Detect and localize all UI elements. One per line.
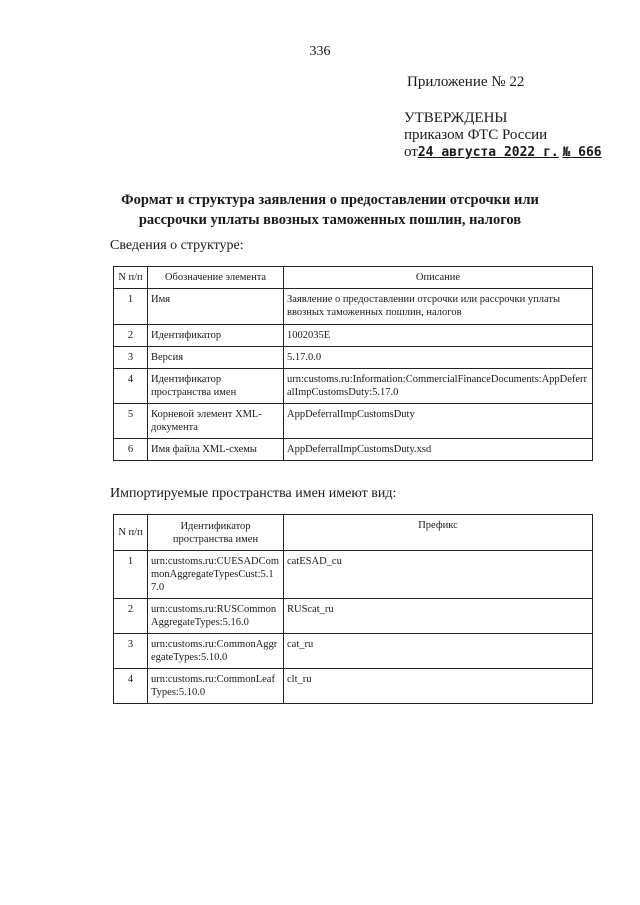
row-description: 5.17.0.0 [284, 347, 593, 369]
structure-table [113, 266, 593, 461]
handwritten-date: 24 августа 2022 г. [417, 145, 559, 160]
row-num: 5 [114, 404, 148, 439]
table-row [114, 634, 593, 669]
row-prefix: cat_ru [284, 634, 593, 669]
row-num: 3 [114, 347, 148, 369]
table-row [114, 369, 593, 404]
approved-by-order: приказом ФТС России [404, 127, 548, 143]
row-num: 2 [114, 325, 148, 347]
row-num: 3 [114, 634, 148, 669]
header-namespace: Идентификатор пространства имен [148, 515, 284, 551]
table-row [114, 551, 593, 599]
row-description: AppDeferralImpCustomsDuty.xsd [284, 439, 593, 461]
row-element: Идентификатор пространства имен [148, 369, 284, 404]
appendix-label: Приложение № 22 [407, 74, 525, 90]
header-num: N п/п [114, 515, 148, 551]
row-namespace: urn:customs.ru:CommonAggregateTypes:5.10.0 [148, 634, 284, 669]
table-header-row [114, 515, 593, 551]
row-element: Имя файла XML-схемы [148, 439, 284, 461]
row-num: 2 [114, 599, 148, 634]
handwritten-order-number: № 666 [562, 145, 602, 160]
row-description: urn:customs.ru:Information:CommercialFinanceDocuments:AppDeferralImpCustomsDuty:5.17.0 [284, 369, 593, 404]
row-prefix: clt_ru [284, 669, 593, 704]
row-num: 1 [114, 289, 148, 325]
row-element: Корневой элемент XML-документа [148, 404, 284, 439]
row-element: Имя [148, 289, 284, 325]
approved-heading: УТВЕРЖДЕНЫ [404, 110, 508, 126]
row-num: 4 [114, 369, 148, 404]
table-row [114, 599, 593, 634]
table-row [114, 439, 593, 461]
row-element: Версия [148, 347, 284, 369]
approval-block [404, 110, 602, 161]
table-row [114, 325, 593, 347]
row-description: AppDeferralImpCustomsDuty [284, 404, 593, 439]
header-description: Описание [284, 267, 593, 289]
table-row [114, 289, 593, 325]
header-prefix: Префикс [284, 515, 593, 551]
row-num: 6 [114, 439, 148, 461]
row-num: 1 [114, 551, 148, 599]
structure-section-label: Сведения о структуре: [110, 238, 244, 253]
row-namespace: urn:customs.ru:CommonLeafTypes:5.10.0 [148, 669, 284, 704]
row-description: 1002035E [284, 325, 593, 347]
table-row [114, 347, 593, 369]
document-title: Формат и структура заявления о предоставлении отсрочки или рассрочки уплаты ввозных таможенных пошлин, налогов [121, 192, 539, 228]
table-row [114, 404, 593, 439]
namespaces-table [113, 514, 593, 704]
table-header-row [114, 267, 593, 289]
row-prefix: RUScat_ru [284, 599, 593, 634]
page-number: 336 [309, 44, 331, 59]
namespaces-section-label: Импортируемые пространства имен имеют вид: [110, 486, 397, 501]
header-num: N п/п [114, 267, 148, 289]
row-num: 4 [114, 669, 148, 704]
header-element: Обозначение элемента [148, 267, 284, 289]
date-prefix: от [404, 144, 418, 160]
approved-date-line [404, 144, 602, 161]
row-description: Заявление о предоставлении отсрочки или рассрочки уплаты ввозных таможенных пошлин, налогов [284, 289, 593, 325]
table-row [114, 669, 593, 704]
row-prefix: catESAD_cu [284, 551, 593, 599]
row-namespace: urn:customs.ru:RUSCommonAggregateTypes:5.16.0 [148, 599, 284, 634]
row-element: Идентификатор [148, 325, 284, 347]
row-namespace: urn:customs.ru:CUESADCommonAggregateTypesCust:5.17.0 [148, 551, 284, 599]
